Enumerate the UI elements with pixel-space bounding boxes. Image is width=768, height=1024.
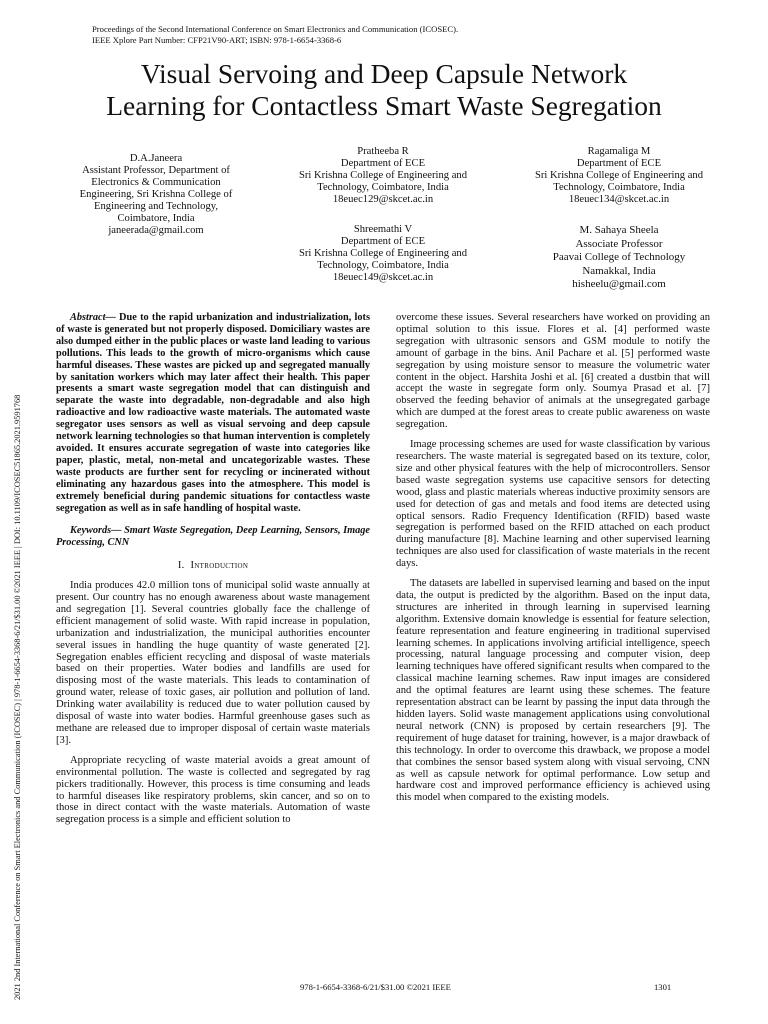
author-block-1 (56, 153, 256, 237)
abstract-label: Abstract— (70, 312, 116, 323)
author-affiliation: Sri Krishna College of Engineering and (299, 170, 467, 181)
page-number: 1301 (654, 982, 672, 992)
author-email: 18euec129@skcet.ac.in (332, 194, 434, 205)
copyright-footer: 978-1-6654-3368-6/21/$31.00 ©2021 IEEE (300, 982, 451, 992)
proceedings-line: Proceedings of the Second International Conference on Smart Electronics and Communication (ICOSEC). (92, 24, 459, 34)
title-line-2: Learning for Contactless Smart Waste Segregation (106, 90, 662, 121)
section-title: Introduction (190, 560, 249, 572)
body-paragraph: Appropriate recycling of waste material avoids a great amount of environmental pollution. The waste is collected and segregated by rag pickers traditionally. However, this process is time consuming and leads to harmful diseases like respiratory problems, skin cancer, and so on to those in direct contact with the waste materials. Automation of waste segregation process is a simple and efficient solution to (56, 754, 370, 826)
proceedings-header (92, 24, 652, 46)
author-email: hisheelu@gmail.com (572, 278, 666, 290)
author-block-4 (278, 224, 488, 284)
author-name: M. Sahaya Sheela (579, 224, 659, 236)
author-affiliation: Department of ECE (576, 158, 662, 169)
author-name: Pratheeba R (357, 146, 409, 157)
author-affiliation: Department of ECE (340, 236, 426, 247)
author-block-3 (514, 146, 724, 206)
body-paragraph: India produces 42.0 million tons of municipal solid waste annually at present. Our country has no enough awareness about waste management and segregation [1]. Several countries globally face the challenge of efficient management of solid waste. With rapid increase in population, urbanization and industrialization, the municipal authorities encounter several issues in handling the huge quantity of waste generated [2]. Segregation enables efficient recycling and disposal of waste materials based on their properties. Water bodies and landfills are used for disposing most of the waste materials. This leads to contamination of ground water, release of toxic gases, air pollution and pollution of land. Drinking water availability is reduced due to water pollution caused by disposal of waste into water bodies. Harmful greenhouse gases such as methane are released due to improper disposal of certain waste materials [3]. (56, 580, 370, 746)
author-affiliation: Sri Krishna College of Engineering and (299, 248, 467, 259)
author-affiliation: Electronics & Communication (91, 177, 221, 188)
author-affiliation: Sri Krishna College of Engineering and (535, 170, 703, 181)
author-name: Shreemathi V (353, 224, 413, 235)
body-paragraph: overcome these issues. Several researchers have worked on providing an optimal solution to this issue. Flores et al. [4] performed waste segregation with ultrasonic sensors and GSM module to notify the amount of garbage in the bins. Anil Pachare et al. [5] performed waste segregation by using moisture sensor to measure the volumetric water content in the object. Harshita Joshi et al. [6] created a dustbin that will accept the waste in segregate form only. Soumya Prasad et al. [7] observed the feeding behavior of animals at the unsegregated garbage which are dumped at the forest areas to create public awareness on waste segregation. (396, 312, 710, 431)
author-affiliation: Associate Professor (575, 237, 663, 250)
xplore-line: IEEE Xplore Part Number: CFP21V90-ART; ISBN: 978-1-6654-3368-6 (92, 35, 342, 45)
author-location: Coimbatore, India (117, 213, 195, 224)
author-email: janeerada@gmail.com (108, 225, 204, 236)
author-affiliation: Engineering, Sri Krishna College of (79, 189, 233, 200)
author-location: Namakkal, India (582, 264, 656, 277)
section-heading-introduction (56, 560, 370, 572)
paper-title (50, 58, 718, 122)
author-email: 18euec149@skcet.ac.in (332, 272, 434, 283)
abstract-text: Due to the rapid urbanization and industrialization, lots of waste is generated but not properly disposed. Domiciliary wastes are also dumped either in the public places or waste land leading to various pollutions. This leads to the growth of micro-organisms which cause harmful diseases. These wastes are picked up and segregated manually by sanitation workers which may later affect their health. This paper presents a smart waste segregation model that can distinguish and separate the waste into degradable, non-degradable and also high radioactive and low radioactive waste materials. The automated waste segregator uses sensors as well as visual servoing and deep capsule network learning technologies so that human intervention is completely avoided. It ensures accurate segregation of waste into categories like paper, plastic, metal, non-metal and uncategorizable wastes. These waste products are further sent for recycling or incinerated without eliminating any hazardous gases into the atmosphere. This model is extremely beneficial during pandemic situations for contactless waste segregation as well as in safe handling of hospital waste. (56, 312, 370, 514)
keywords: Keywords— Smart Waste Segregation, Deep Learning, Sensors, Image Processing, CNN (56, 525, 370, 549)
side-margin-citation (6, 160, 30, 1000)
author-location: Technology, Coimbatore, India (553, 182, 685, 193)
body-paragraph: The datasets are labelled in supervised learning and based on the input data, the output is predicted by the algorithm. Based on the input data, structures are inherited in through learning in supervised learning algorithm. Extensive domain knowledge is essential for feature selection, feature representation and feature engineering in traditional supervised learning schemes. In applications involving artificial intelligence, speech processing, natural language processing and computer vision, deep learning techniques have offered significant results when compared to the classical machine learning schemes. Raw input images are considered and the optimal features are learnt using these schemes. The feature representation abstract can be learnt by passing the input data through the hidden layers. Solid waste management applications using convolutional neural network (CNN) is proposed by certain researchers [9]. The requirement of huge dataset for training, however, is a major drawback of this technology. In order to overcome this drawback, we propose a model that combines the sensor based system along with visual servoing, CNN as well as capsule network for optimal performance. Low setup and hardware cost and improved performance efficiency is achieved using this model when compared to the existing models. (396, 578, 710, 804)
author-name: Ragamaliga M (587, 146, 651, 157)
section-number: I. (177, 560, 185, 572)
author-affiliation: Engineering and Technology, (94, 201, 218, 212)
author-email: 18euec134@skcet.ac.in (568, 194, 670, 205)
side-citation-text: 2021 2nd International Conference on Smart Electronics and Communication (ICOSEC) | 978-1-6654-3368-6/21/$31.00 ©2021 IEEE | DOI: 10.1109/ICOSEC51865.2021.9591768 (13, 394, 22, 1000)
author-affiliation: Paavai College of Technology (552, 251, 686, 263)
author-name: D.A.Janeera (129, 153, 183, 164)
author-location: Technology, Coimbatore, India (317, 260, 449, 271)
author-block-2 (278, 146, 488, 206)
left-column (56, 312, 370, 826)
body-paragraph: Image processing schemes are used for waste classification by various researchers. The waste material is segregated based on its texture, color, size and other physical features with the help of microcontrollers. Sensor based waste segregation systems use capacitive sensors for detecting wood, glass and plastic materials whereas inductive proximity sensors are used for detection of gas and metals and food items are detected using optical sensors. Radio Frequency Identification (RFID) based waste segregation is performed based on the RFID attached on each product during manufacture [8]. Machine learning and other supervised learning techniques are also used for classification of waste materials in the recent days. (396, 439, 710, 570)
right-column (396, 312, 710, 804)
title-line-1: Visual Servoing and Deep Capsule Network (140, 58, 628, 89)
author-block-5 (514, 224, 724, 292)
abstract (56, 312, 370, 514)
author-location: Technology, Coimbatore, India (317, 182, 449, 193)
author-affiliation: Assistant Professor, Department of (82, 165, 230, 176)
author-affiliation: Department of ECE (340, 158, 426, 169)
